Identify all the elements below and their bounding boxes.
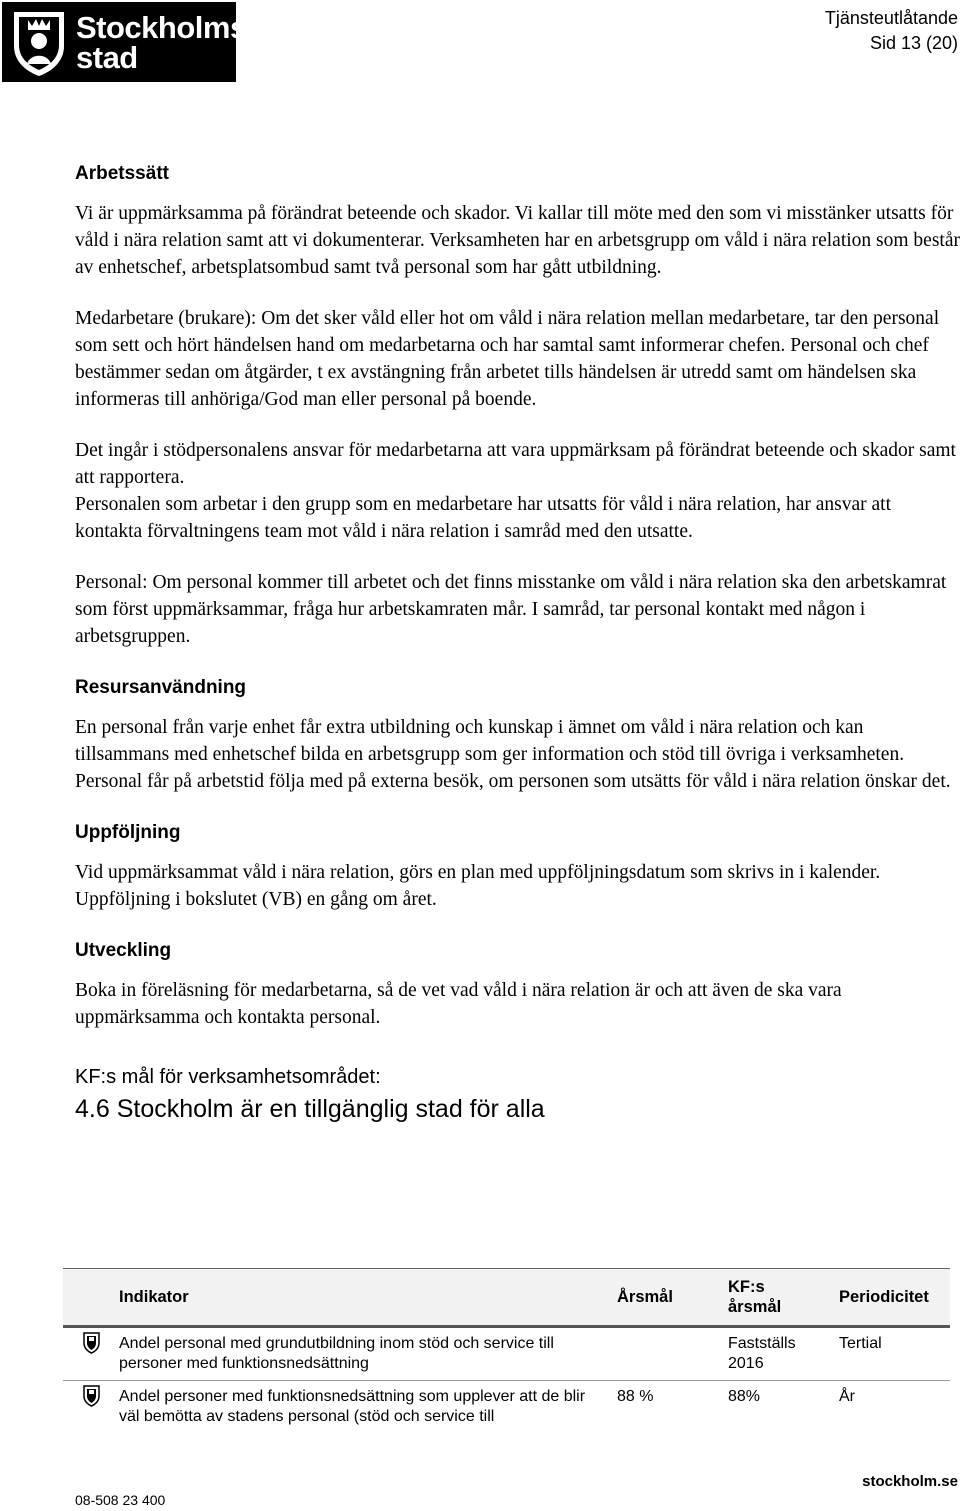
kf-arsmal-cell: 88% (728, 1388, 761, 1405)
paragraph: Personalen som arbetar i den grupp som en medarbetare har utsatts för våld i nära relation, har ansvar att kontakta förvaltningens team mot våld i nära relation i samråd med den utsatte. (75, 494, 891, 542)
page-number: Sid 13 (20) (869, 33, 958, 53)
kf-arsmal-cell (728, 1327, 839, 1381)
paragraph: Personal: Om personal kommer till arbetet och det finns misstanke om våld i nära relation ska den arbetskamrat som först uppmärksammar, fråga hur arbetskamraten mår. I samråd, tar personal kontakt med någon i arbetsgruppen. (75, 572, 947, 647)
paragraph: Personal får på arbetstid följa med på externa besök, om personen som utsätts för våld i nära relation önskar det. (75, 771, 951, 792)
section-heading-utveckling: Utveckling (75, 940, 172, 961)
paragraph: Medarbetare (brukare): Om det sker våld eller hot om våld i nära relation mellan medarbetare, tar den personal som sett och hört händelsen hand om medarbetarna och har samtal samt informerar chefen. Personal och chef bestämmer sedan om åtgärder, t ex avstängning från arbetet tills händelsen är utredd samt om händelsen ska informeras till anhöriga/God man eller personal på boende. (75, 308, 940, 410)
section-heading-arbetssatt: Arbetssätt (75, 163, 169, 184)
goal-title: 4.6 Stockholm är en tillgänglig stad för alla (75, 1095, 545, 1123)
arsmal-cell: 88 % (617, 1388, 654, 1405)
crest-icon (10, 8, 68, 78)
header-kf-arsmal-label: KF:s årsmål (728, 1278, 782, 1316)
period-cell: Tertial (839, 1327, 950, 1381)
section-heading-resursanvandning: Resursanvändning (75, 677, 247, 698)
header-kf-arsmal (728, 1269, 839, 1327)
paragraph: Boka in föreläsning för medarbetarna, så de vet vad våld i nära relation är och att även de ska vara uppmärksamma och kontakta personal. (75, 980, 842, 1028)
header-arsmal: Årsmål (617, 1269, 728, 1327)
header-icon-col (63, 1269, 119, 1327)
shield-icon (83, 1332, 100, 1354)
paragraph: En personal från varje enhet får extra utbildning och kunskap i ämnet om våld i nära relation och kan tillsammans med enhetschef bilda en arbetsgrupp som ger information och stöd till övriga i verksamheten. (75, 717, 905, 765)
indicator-table (63, 1268, 950, 1427)
table-header-row (63, 1269, 950, 1327)
footer-site: stockholm.se (862, 1473, 958, 1490)
indicator-cell: Andel personal med grundutbildning inom stöd och service till personer med funktionsnedsättning (119, 1327, 617, 1381)
shield-icon (83, 1385, 100, 1407)
logo-text-line2: stad (76, 40, 138, 75)
arsmal-cell (617, 1327, 728, 1381)
footer-phone: 08-508 23 400 (75, 1492, 166, 1508)
indicator-cell: Andel personer med funktionsnedsättning som upplever att de blir väl bemötta av stadens personal (stöd och service till (119, 1388, 586, 1425)
kf-heading: KF:s mål för verksamhetsområdet: (75, 1066, 381, 1088)
table-row (63, 1381, 950, 1428)
document-type: Tjänsteutlåtande (824, 8, 958, 28)
period-cell: År (839, 1388, 855, 1405)
section-heading-uppfoljning: Uppföljning (75, 822, 181, 843)
header-indikator: Indikator (119, 1269, 617, 1327)
document-body (75, 160, 960, 1127)
table-row (63, 1327, 950, 1381)
paragraph: Vid uppmärksammat våld i nära relation, görs en plan med uppföljningsdatum som skrivs in i kalender. (75, 862, 881, 883)
logo-text-line1: Stockholms (76, 10, 247, 45)
header-periodicitet: Periodicitet (839, 1269, 950, 1327)
paragraph: Vi är uppmärksamma på förändrat beteende och skador. Vi kallar till möte med den som vi misstänker utsatts för våld i nära relation samt att vi dokumenterar. Verksamheten har en arbetsgrupp om våld i nära relation som består av enhetschef, arbetsplatsombud samt två personal som har gått utbildning. (75, 203, 960, 278)
kf-arsmal-value: Fastställs 2016 (728, 1335, 796, 1372)
paragraph: Uppföljning i bokslutet (VB) en gång om året. (75, 889, 437, 910)
page-header (825, 6, 958, 56)
stockholms-stad-logo (2, 2, 247, 82)
paragraph: Det ingår i stödpersonalens ansvar för medarbetarna att vara uppmärksam på förändrat beteende och skador samt att rapportera. (75, 440, 956, 488)
